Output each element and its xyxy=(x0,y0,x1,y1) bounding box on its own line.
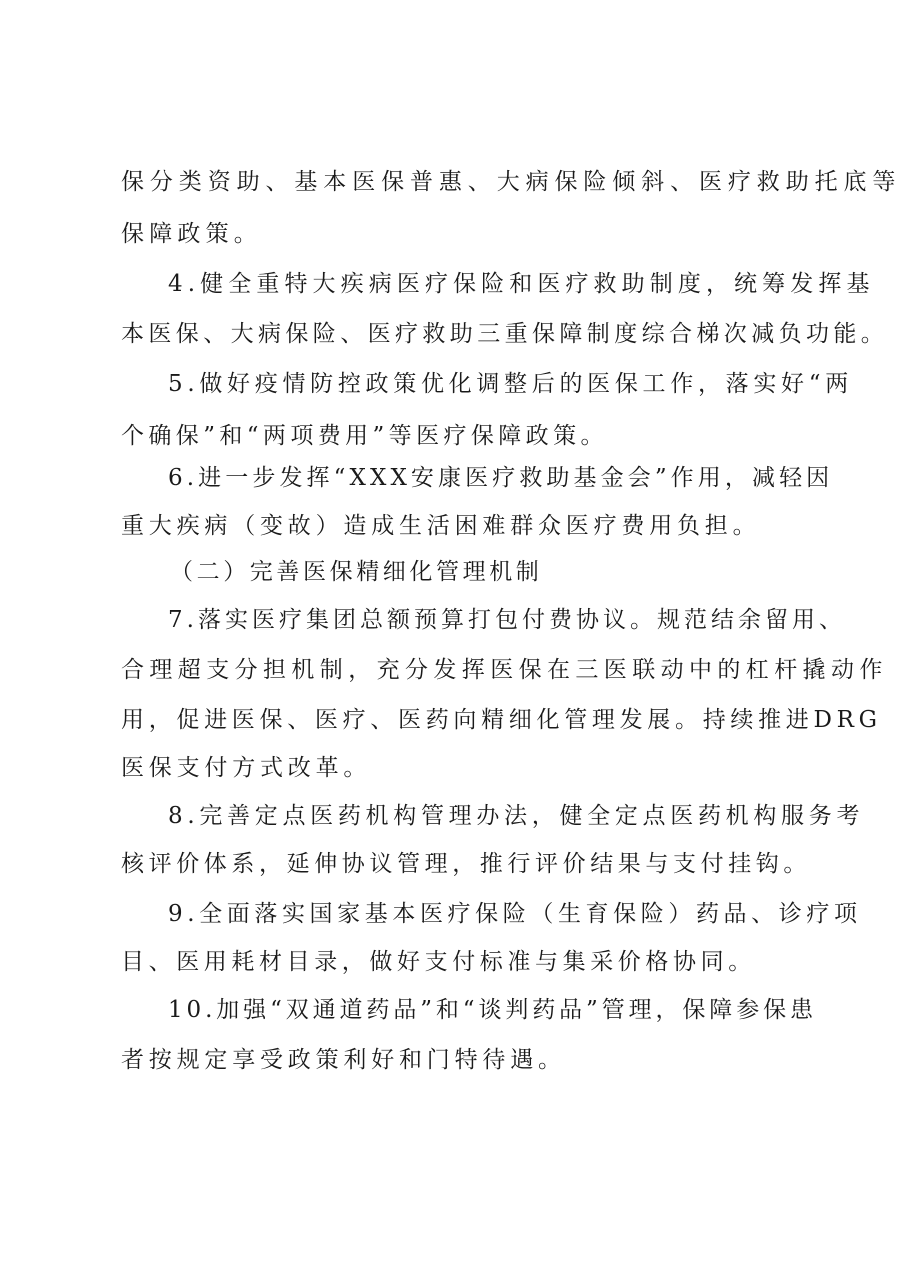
text-line: 保分类资助、基本医保普惠、大病保险倾斜、医疗救助托底等 xyxy=(121,169,902,195)
text-line: 用，促进医保、医疗、医药向精细化管理发展。持续推进DRG xyxy=(121,707,882,733)
text-line: 个确保”和“两项费用”等医疗保障政策。 xyxy=(121,423,608,449)
text-line: 保障政策。 xyxy=(121,221,262,247)
paragraph-item-7: 7.落实医疗集团总额预算打包付费协议。规范结余留用、 xyxy=(168,607,846,633)
text-line: 重大疾病（变故）造成生活困难群众医疗费用负担。 xyxy=(121,513,761,539)
text-line: 核评价体系，延伸协议管理，推行评价结果与支付挂钩。 xyxy=(121,851,811,877)
paragraph-item-4: 4.健全重特大疾病医疗保险和医疗救助制度，统筹发挥基 xyxy=(168,271,875,297)
text-line: 者按规定享受政策利好和门特待遇。 xyxy=(121,1047,566,1073)
text-line: 目、医用耗材目录，做好支付标准与集采价格协同。 xyxy=(121,949,756,975)
section-heading: （二）完善医保精细化管理机制 xyxy=(170,559,543,585)
paragraph-item-5: 5.做好疫情防控政策优化调整后的医保工作，落实好“两 xyxy=(168,371,853,397)
text-line: 本医保、大病保险、医疗救助三重保障制度综合梯次减负功能。 xyxy=(121,321,889,347)
text-line: 合理超支分担机制，充分发挥医保在三医联动中的杠杆撬动作 xyxy=(121,657,888,683)
text-line: 医保支付方式改革。 xyxy=(121,755,372,781)
paragraph-item-6: 6.进一步发挥“XXX安康医疗救助基金会”作用，减轻因 xyxy=(168,465,834,491)
paragraph-item-10: 10.加强“双通道药品”和“谈判药品”管理，保障参保患 xyxy=(168,997,817,1023)
paragraph-item-9: 9.全面落实国家基本医疗保险（生育保险）药品、诊疗项 xyxy=(168,901,862,927)
paragraph-item-8: 8.完善定点医药机构管理办法，健全定点医药机构服务考 xyxy=(168,803,865,829)
